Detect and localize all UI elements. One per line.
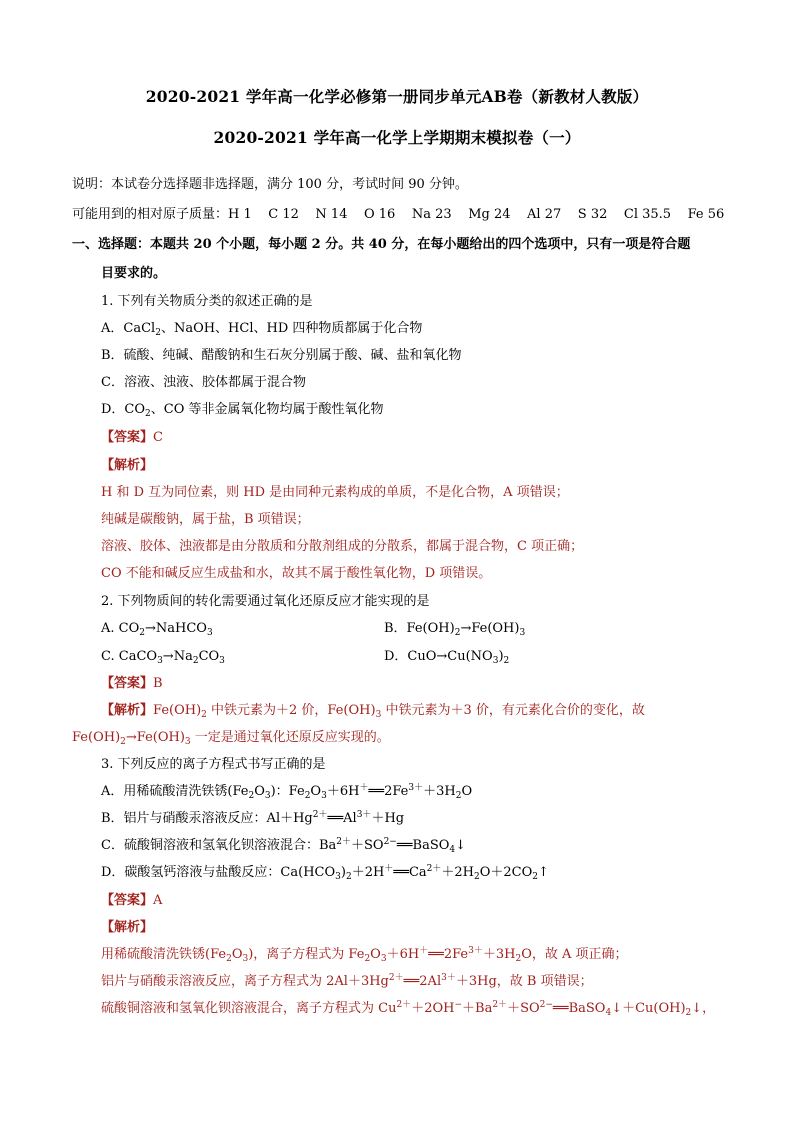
q3-explanation-3: 硫酸铜溶液和氢氧化钡溶液混合，离子方程式为 $Cu^{2+}+2OH^-+Ba^{2+}+SO^{2-}══BaSO_4↓+Cu(OH)_2↓$， [101, 1000, 716, 1018]
section-heading-cont: 目要求的。 [101, 266, 167, 281]
q1-explanation-1: H 和 D 互为同位素，则 HD 是由同种元素构成的单质，不是化合物，A 项错误； [101, 485, 569, 500]
q2-explanation-1: 【解析】$Fe(OH)_2$ 中铁元素为＋2 价，$Fe(OH)_3$ 中铁元素为＋3 价，有元素化合价的变化，故 [101, 703, 645, 720]
q1-analysis-label: 【解析】 [101, 458, 154, 473]
q1-answer [101, 429, 163, 447]
exam-instructions: 说明：本试卷分选择题非选择题，满分 100 分，考试时间 90 分钟。 [72, 177, 468, 192]
answer-label: 【答案】 [101, 430, 154, 445]
q3-stem: 3. 下列反应的离子方程式书写正确的是 [101, 757, 326, 772]
q2-options-row1: A. $CO_2\to NaHCO_3$ B．$Fe(OH)_2\to Fe(OH)_3$ [101, 621, 526, 638]
answer-label: 【答案】 [101, 893, 154, 908]
document-title: 2020-2021 学年高一化学必修第一册同步单元AB卷（新教材人教版） [145, 87, 649, 106]
answer-value: A [153, 893, 163, 908]
q1-explanation-2: 纯碱是碳酸钠，属于盐，B 项错误； [101, 512, 310, 527]
q2-options-row2: C. $CaCO_3\to Na_2CO_3$ D．$CuO\to Cu(NO_3)_2$ [101, 649, 510, 666]
q3-option-c: C．硫酸铜溶液和氢氧化钡溶液混合：$Ba^{2+}+SO^{2-}══BaSO_4↓$ [101, 837, 467, 855]
atomic-masses: 可能用到的相对原子质量：H 1 C 12 N 14 O 16 Na 23 Mg 24 Al 27 S 32 Cl 35.5 Fe 56 [72, 207, 725, 222]
q2-stem: 2. 下列物质间的转化需要通过氧化还原反应才能实现的是 [101, 594, 430, 609]
q1-explanation-4: CO 不能和碱反应生成盐和水，故其不属于酸性氧化物，D 项错误。 [101, 566, 492, 581]
q3-answer [101, 892, 162, 910]
q1-stem: 1. 下列有关物质分类的叙述正确的是 [101, 294, 313, 309]
answer-value: B [153, 676, 163, 691]
q3-analysis-label: 【解析】 [101, 920, 154, 935]
q3-option-a: A．用稀硫酸清洗铁锈$(Fe_2O_3)$：$Fe_2O_3+6H^+══2Fe^{3+}+3H_2O$ [101, 783, 473, 801]
q3-explanation-1: 用稀硫酸清洗铁锈$(Fe_2O_3)$，离子方程式为 $Fe_2O_3+6H^+══2Fe^{3+}+3H_2O$，故 A 项正确； [101, 946, 628, 964]
q2-explanation-2: $Fe(OH)_2\to Fe(OH)_3$ 一定是通过氧化还原反应实现的。 [72, 730, 390, 747]
document-subtitle: 2020-2021 学年高一化学上学期期末模拟卷（一） [213, 128, 581, 147]
q1-option-a: A．CaCl$_2$、NaOH、HCl、HD 四种物质都属于化合物 [101, 321, 423, 338]
analysis-label: 【解析】 [101, 703, 154, 718]
q1-option-d: D．$CO_2$、CO 等非金属氧化物均属于酸性氧化物 [101, 402, 384, 419]
q1-explanation-3: 溶液、胶体、浊液都是由分散质和分散剂组成的分散系，都属于混合物，C 项正确； [101, 539, 584, 554]
q1-option-b: B．硫酸、纯碱、醋酸钠和生石灰分别属于酸、碱、盐和氧化物 [101, 348, 462, 363]
q1-option-c: C．溶液、浊液、胶体都属于混合物 [101, 375, 306, 390]
answer-label: 【答案】 [101, 676, 154, 691]
q3-option-b: B．铝片与硝酸汞溶液反应：$Al+Hg^{2+}══Al^{3+}+Hg$ [101, 810, 405, 826]
q2-answer [101, 675, 163, 693]
answer-value: C [153, 430, 163, 445]
q3-explanation-2: 铝片与硝酸汞溶液反应，离子方程式为 $2Al+3Hg^{2+}══2Al^{3+}+3Hg$，故 B 项错误； [101, 973, 593, 989]
q3-option-d: D．碳酸氢钙溶液与盐酸反应：$Ca(HCO_3)_2+2H^+══Ca^{2+}+2H_2O+2CO_2↑$ [101, 864, 549, 882]
section-heading: 一、选择题：本题共 20 个小题，每小题 2 分。共 40 分，在每小题给出的四个选项中，只有一项是符合题 [72, 237, 691, 252]
